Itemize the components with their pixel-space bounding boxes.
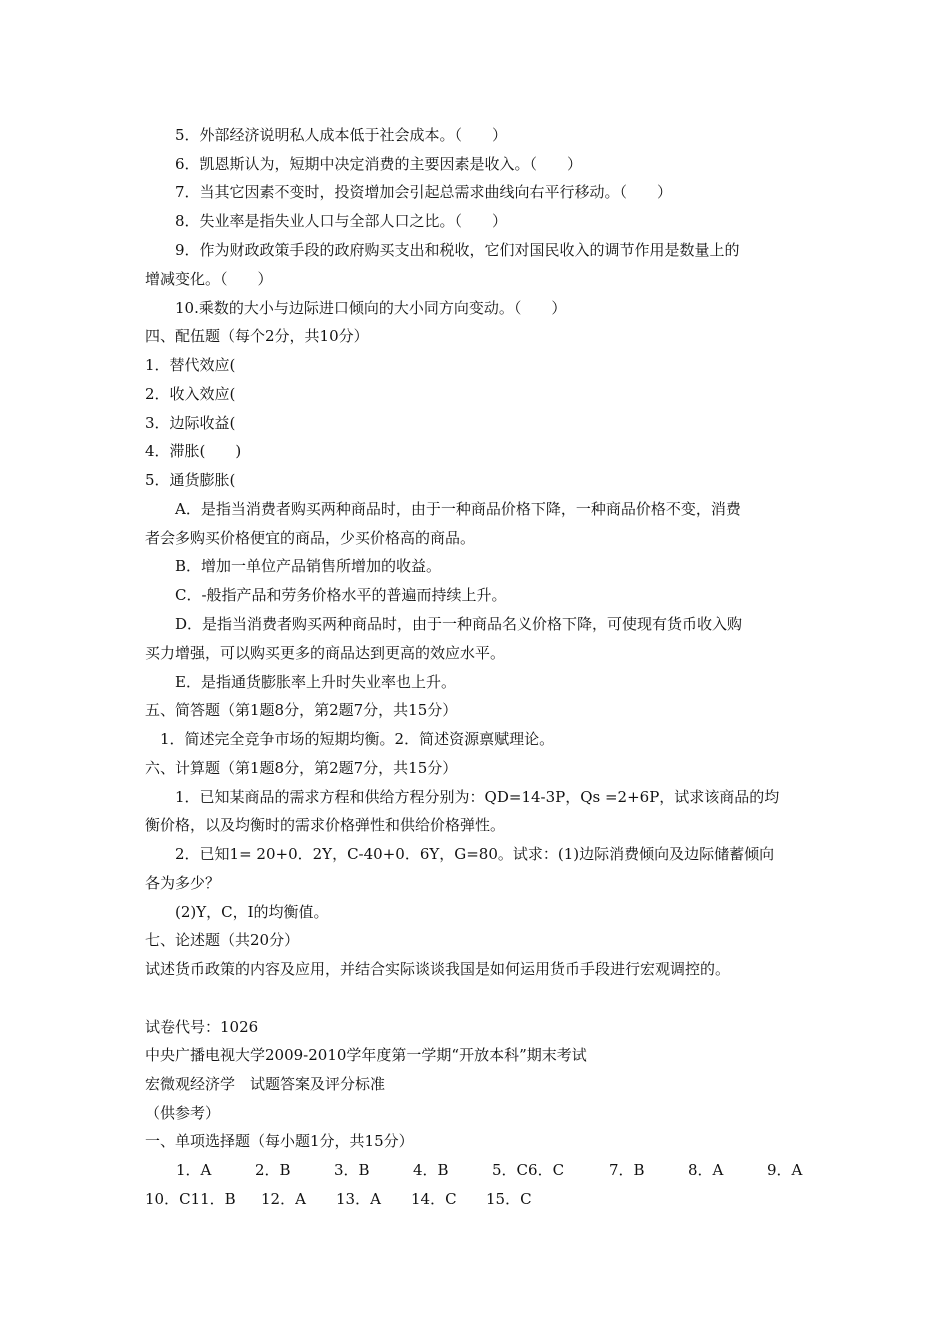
- matching-item-3: 3．边际收益(: [145, 414, 236, 432]
- answer-item: 2．B: [255, 1161, 291, 1179]
- answer-exam-code: 试卷代号：1026: [145, 1018, 259, 1036]
- matching-option-d-line2: 买力增强，可以购买更多的商品达到更高的效应水平。: [145, 644, 506, 662]
- answer-title: 宏微观经济学 试题答案及评分标准: [145, 1075, 386, 1093]
- short-answer-heading: 五、简答题（第1题8分，第2题7分，共15分）: [145, 701, 458, 719]
- answer-university-line: 中央广播电视大学2009-2010学年度第一学期“开放本科”期末考试: [145, 1046, 587, 1064]
- matching-option-a-line1: A．是指当消费者购买两种商品时，由于一种商品价格下降，一种商品价格不变，消费: [175, 500, 741, 518]
- essay-heading: 七、论述题（共20分）: [145, 931, 300, 949]
- answer-item: 15．C: [486, 1190, 532, 1208]
- matching-heading: 四、配伍题（每个2分，共10分）: [145, 327, 369, 345]
- tf-question-9-line2: 增减变化。（ ）: [145, 270, 273, 288]
- calc-question-2-line2: 各为多少？: [145, 874, 221, 892]
- tf-question-8: 8．失业率是指失业人口与全部人口之比。（ ）: [175, 212, 508, 230]
- matching-option-e: E．是指通货膨胀率上升时失业率也上升。: [175, 673, 456, 691]
- answer-item: 1．A: [176, 1161, 212, 1179]
- tf-question-5: 5．外部经济说明私人成本低于社会成本。（ ）: [175, 126, 508, 144]
- tf-question-10: 10.乘数的大小与边际进口倾向的大小同方向变动。（ ）: [175, 299, 567, 317]
- answer-item: 12．A: [261, 1190, 306, 1208]
- answer-section1-heading: 一、单项选择题（每小题1分，共15分）: [145, 1132, 414, 1150]
- calc-question-1-line2: 衡价格，以及均衡时的需求价格弹性和供给价格弹性。: [145, 816, 506, 834]
- calc-question-2-line3: (2)Y，C，I的均衡值。: [175, 903, 329, 921]
- answer-item: 10．C11．B: [145, 1190, 236, 1208]
- calculation-heading: 六、计算题（第1题8分，第2题7分，共15分）: [145, 759, 458, 777]
- answer-item: 7．B: [609, 1161, 645, 1179]
- essay-content: 试述货币政策的内容及应用，并结合实际谈谈我国是如何运用货币手段进行宏观调控的。: [145, 960, 731, 978]
- answer-item: 5．C6．C: [492, 1161, 565, 1179]
- matching-option-c: C．-般指产品和劳务价格水平的普遍而持续上升。: [175, 586, 507, 604]
- tf-question-7: 7．当其它因素不变时，投资增加会引起总需求曲线向右平行移动。（ ）: [175, 183, 673, 201]
- short-answer-content: 1．简述完全竞争市场的短期均衡。2．简述资源禀赋理论。: [160, 730, 555, 748]
- answer-item: 4．B: [413, 1161, 449, 1179]
- answer-item: 9．A: [767, 1161, 803, 1179]
- tf-question-9-line1: 9．作为财政政策手段的政府购买支出和税收，它们对国民收入的调节作用是数量上的: [175, 241, 740, 259]
- matching-option-d-line1: D．是指当消费者购买两种商品时，由于一种商品名义价格下降，可使现有货币收入购: [175, 615, 743, 633]
- answer-item: 8．A: [688, 1161, 724, 1179]
- answer-item: 13．A: [336, 1190, 381, 1208]
- answer-item: 14．C: [411, 1190, 457, 1208]
- matching-item-2: 2．收入效应(: [145, 385, 236, 403]
- answer-item: 3．B: [334, 1161, 370, 1179]
- tf-question-6: 6．凯恩斯认为，短期中决定消费的主要因素是收入。（ ）: [175, 155, 583, 173]
- calc-question-2-line1: 2．已知1= 20+0．2Y，C-40+0．6Y，G=80。试求：(1)边际消费倾向及边际储蓄倾向: [175, 845, 775, 863]
- matching-item-5: 5．通货膨胀(: [145, 471, 236, 489]
- calc-question-1-line1: 1．已知某商品的需求方程和供给方程分别为：QD=14-3P，Qs =2+6P，试求该商品的均: [175, 788, 780, 806]
- matching-option-b: B．增加一单位产品销售所增加的收益。: [175, 557, 442, 575]
- matching-option-a-line2: 者会多购买价格便宜的商品，少买价格高的商品。: [145, 529, 476, 547]
- matching-item-4: 4．滞胀( ): [145, 442, 242, 460]
- answer-note: （供参考）: [145, 1104, 221, 1122]
- matching-item-1: 1．替代效应(: [145, 356, 236, 374]
